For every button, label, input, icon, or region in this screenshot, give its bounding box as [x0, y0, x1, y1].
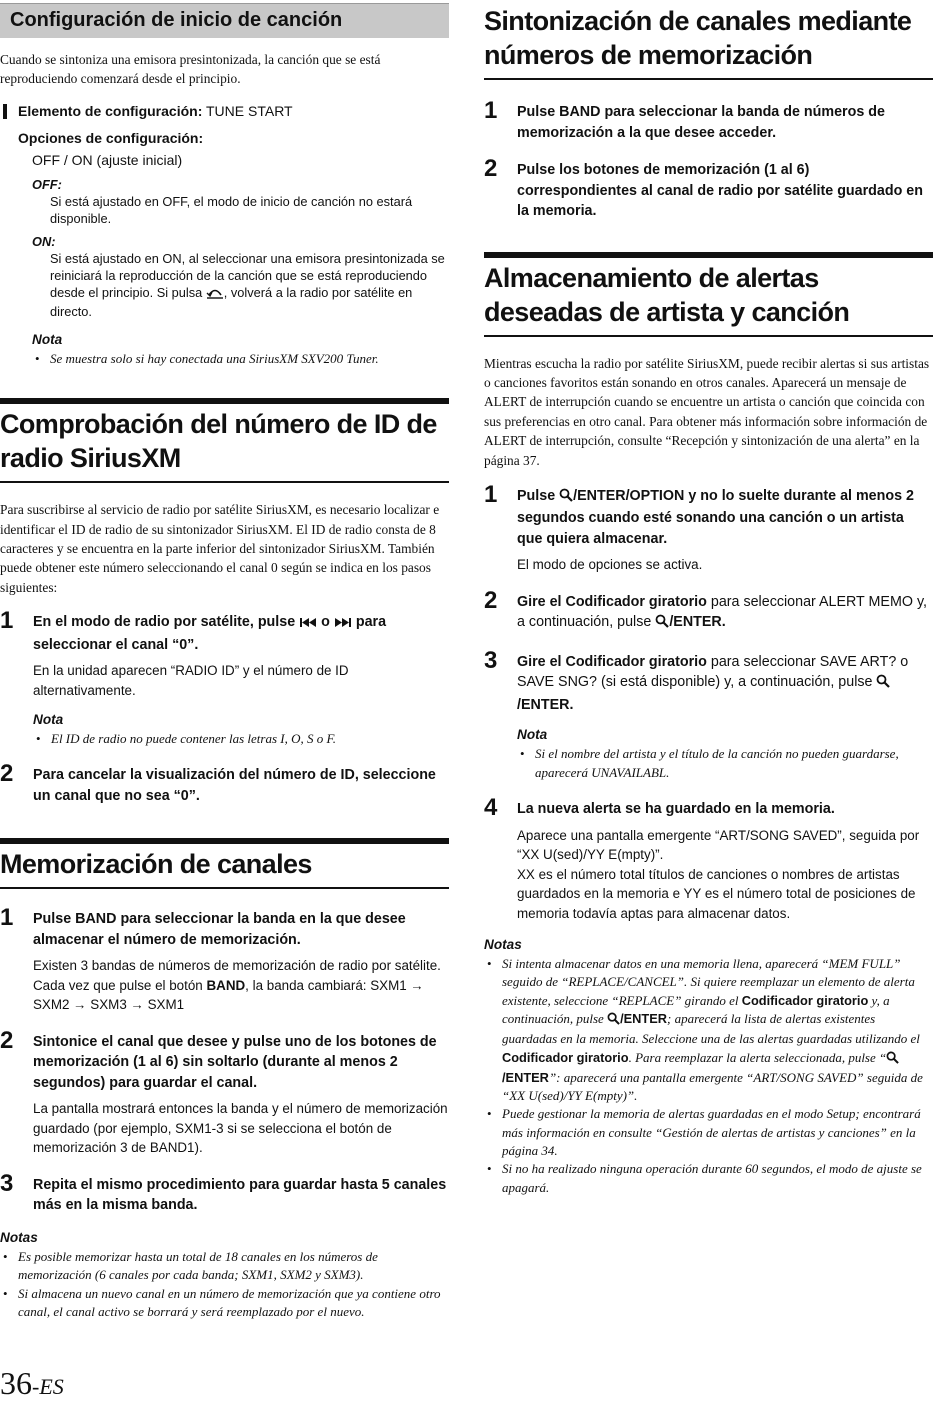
- setting-item-label: Elemento de configuración:: [18, 102, 203, 119]
- alerts-step-1-body: El modo de opciones se activa.: [517, 557, 703, 573]
- alerts-step-3-note-heading: Nota: [517, 727, 548, 743]
- alerts-notes-heading: Notas: [484, 937, 522, 953]
- option-off-label: OFF:: [32, 176, 62, 192]
- section-title-radio-id: Comprobación del número de ID de radio SiriusXM: [0, 398, 449, 483]
- memorize-note: • Si almacena un nuevo canal en un número de memorización que ya contiene otro canal, el canal activo se borrará y será reemplazado por el nuevo.: [0, 1285, 449, 1322]
- rotary-encoder-label: Codificador giratorio: [565, 593, 707, 610]
- alerts-step-2: [484, 586, 933, 635]
- alerts-step-3-pre: Gire el: [517, 653, 562, 670]
- alerts-note-1b: y, a continuación, pulse: [502, 992, 890, 1026]
- option-on-text-b: , volverá a la radio por satélite en directo.: [50, 284, 413, 319]
- memorize-step-2-pre: Sintonice el canal que desee y pulse uno de los: [33, 1033, 357, 1050]
- alerts-note-1c: ; aparecerá la lista de alertas existentes guardadas en la memoria. Seleccione una de las alertas guardadas utilizando el: [502, 1010, 920, 1047]
- preset-buttons-label: botones de memorización (1 al 6): [583, 162, 810, 178]
- section-title-alerts: Almacenamiento de alertas deseadas de artista y canción: [484, 252, 933, 337]
- memorize-step-1-body-2a: Cada vez que pulse el botón: [33, 977, 203, 993]
- memorize-note: • Es posible memorizar hasta un total de 18 canales en los números de memorización (6 canales por cada banda; SXM1, SXM2 y SXM3).: [0, 1248, 449, 1285]
- band-key-label: BAND: [559, 104, 601, 120]
- alerts-note-1a: Si intenta almacenar datos en una memoria llena, aparecerá “MEM FULL” seguido de “REPLACE/CANCEL”. Si quiere reemplazar un elemento de alerta existente, seleccione “REPLACE” girando el: [502, 956, 915, 1008]
- alerts-step-1-post: y no lo suelte durante al menos 2 segundos cuando esté sonando una canción o un artista que quiera almacenar.: [517, 487, 914, 547]
- enter-option-key-label: /ENTER/OPTION: [573, 487, 685, 504]
- enter-key-label: /ENTER: [669, 614, 722, 631]
- search-icon: [886, 1051, 899, 1069]
- alerts-step-4-body-1: Aparece una pantalla emergente “ART/SONG SAVED”, seguida por “XX U(sed)/YY E(mpty)”.: [517, 827, 920, 863]
- option-on-text: [32, 250, 449, 320]
- right-column: [484, 0, 933, 1197]
- page-number-suffix: -ES: [32, 1374, 64, 1399]
- radio-id-step-1-text-b: para seleccionar el canal “0”.: [33, 614, 387, 653]
- memorize-notes-heading: Notas: [0, 1229, 38, 1245]
- radio-id-note-heading: Nota: [33, 712, 64, 728]
- option-on-label: ON:: [32, 233, 56, 249]
- previous-track-icon: [299, 614, 317, 635]
- section-title-song-start: Configuración de inicio de canción: [0, 3, 449, 38]
- band-key-label: BAND: [75, 911, 117, 928]
- alerts-step-3-note: • Si el nombre del artista y el título de la canción no pueden guardarse, aparecerá UNAVAILABL.: [517, 745, 933, 782]
- option-off: [0, 176, 449, 227]
- memorize-step-1: [0, 904, 449, 1015]
- section-title-memorize-channels: Memorización de canales: [0, 838, 449, 889]
- memorize-step-1-post: para seleccionar la banda en la que desee almacenar el número de memorización.: [33, 911, 406, 948]
- memorize-step-2-body: La pantalla mostrará entonces la banda y el número de memorización guardado (por ejemplo, SXM1-3 si se selecciona el botón de memorización 3 de BAND1).: [33, 1101, 448, 1156]
- song-start-note: • Se muestra solo si hay conectada una SiriusXM SXV200 Tuner.: [32, 350, 449, 368]
- presets-step-2-pre: Pulse los: [517, 162, 580, 178]
- search-icon: [876, 674, 890, 695]
- alerts-step-3-mid: para seleccionar SAVE ART? o SAVE SNG? (si está disponible) y, a continuación, pulse: [517, 653, 909, 691]
- step-number: 2: [0, 760, 14, 788]
- radio-id-step-1: [0, 607, 449, 748]
- alerts-step-3: [484, 646, 933, 782]
- memorize-step-3: [0, 1169, 449, 1216]
- radio-id-step-2-text: Para cancelar la visualización del número de ID, seleccione un canal que no sea “0”.: [33, 767, 436, 804]
- memorize-step-1-pre: Pulse: [33, 911, 72, 928]
- enter-key-label: /ENTER: [502, 1069, 549, 1085]
- song-start-note-heading: Nota: [32, 331, 63, 347]
- memorize-step-2: [0, 1026, 449, 1158]
- step-number: 1: [484, 480, 498, 508]
- alerts-note: • Puede gestionar la memoria de alertas guardadas en el modo Setup; encontrará más información en consulte “Gestión de alertas de artistas y canciones” en la página 34.: [484, 1105, 933, 1160]
- radio-id-step-1-or: o: [321, 614, 330, 631]
- back-return-icon: [206, 286, 224, 303]
- alerts-intro: Mientras escucha la radio por satélite SiriusXM, puede recibir alertas si sus artistas o canciones favoritos están sonando en otros canales. Aparecerá un mensaje de ALERT de interrupción cuando se encuentre un artista o canción que coincida con sus preferencias en otro canal. Para obtener más información sobre información de ALERT de interrupción, consulte “Recepción y sintonización de una alerta” en la página 37.: [484, 355, 930, 468]
- search-icon: [559, 488, 573, 509]
- page-number-value: 36: [0, 1365, 32, 1401]
- radio-id-step-1-body: En la unidad aparecen “RADIO ID” y el número de ID alternativamente.: [33, 663, 349, 698]
- step-number: 1: [0, 607, 14, 635]
- alerts-note-1d: . Para reemplazar la alerta seleccionada, pulse “: [628, 1049, 887, 1065]
- presets-step-2: [484, 155, 933, 222]
- presets-step-2-post: correspondientes al canal de radio por satélite guardado en la memoria.: [517, 182, 923, 219]
- presets-step-1-post: para seleccionar la banda de números de memorización a la que desee acceder.: [517, 104, 885, 141]
- alerts-notes: [484, 955, 933, 1197]
- step-number: 2: [484, 586, 498, 614]
- radio-id-step-1-text-a: En el modo de radio por satélite, pulse: [33, 614, 296, 631]
- page-number: [0, 1366, 64, 1404]
- alerts-step-2-pre: Gire el: [517, 593, 562, 610]
- step-number: 2: [0, 1026, 14, 1054]
- alerts-step-4-text: La nueva alerta se ha guardado en la memoria.: [517, 801, 835, 818]
- search-icon: [607, 1012, 620, 1030]
- alerts-step-4: [484, 794, 933, 923]
- alerts-step-3-end: .: [569, 696, 574, 713]
- option-off-text: Si está ajustado en OFF, el modo de inicio de canción no estará disponible.: [50, 193, 413, 226]
- left-column: [0, 0, 449, 1321]
- memorize-step-2-post: sin soltarlo (durante al menos 2 segundos) para guardar el canal.: [33, 1054, 398, 1091]
- alerts-step-1: [484, 480, 933, 575]
- enter-key-label: /ENTER: [517, 696, 570, 713]
- band-key-label: BAND: [206, 977, 246, 993]
- memorize-step-1-body-1: Existen 3 bandas de números de memorización de radio por satélite.: [33, 958, 441, 974]
- alerts-step-3-notes: [517, 745, 933, 782]
- option-on-text-a: Si está ajustado en ON, al seleccionar una emisora presintonizada se reiniciará la reproducción de la canción que se está reproduciendo desde el principio. Si pulsa: [50, 250, 445, 300]
- alerts-note: • Si no ha realizado ninguna operación durante 60 segundos, el modo de ajuste se apagará.: [484, 1160, 933, 1197]
- presets-step-1: [484, 97, 933, 143]
- step-number: 1: [0, 904, 14, 932]
- setting-marker: [3, 104, 7, 119]
- rotary-encoder-label: Codificador giratorio: [565, 653, 707, 670]
- setting-item-row: [0, 101, 449, 121]
- radio-id-intro: Para suscribirse al servicio de radio por satélite SiriusXM, es necesario localizar e identificar el ID de radio de su sintonizador SiriusXM. El ID de radio consta de 8 caracteres y se encuentra en la parte inferior del sintonizador SiriusXM. También puede obtener este número seleccionando el canal 0 según se indica en los pasos siguientes:: [0, 502, 440, 595]
- option-on: [0, 233, 449, 320]
- step-number: 1: [484, 97, 498, 124]
- section-title-tune-presets: Sintonización de canales mediante números de memorización: [484, 0, 933, 80]
- search-icon: [655, 614, 669, 635]
- setting-options: [0, 128, 449, 170]
- memorize-notes: [0, 1248, 449, 1321]
- step-number: 4: [484, 794, 498, 822]
- setting-options-value: OFF / ON (ajuste inicial): [32, 151, 183, 168]
- radio-id-step-2: [0, 760, 449, 806]
- step-number: 3: [0, 1169, 14, 1197]
- alerts-step-2-end: .: [721, 614, 726, 631]
- next-track-icon: [334, 614, 352, 635]
- preset-buttons-label: botones de memorización (1 al 6): [33, 1033, 437, 1071]
- radio-id-note: • El ID de radio no puede contener las letras I, O, S o F.: [33, 730, 449, 748]
- enter-key-label: /ENTER: [620, 1010, 668, 1026]
- rotary-encoder-label: Codificador giratorio: [741, 992, 869, 1008]
- radio-id-notes: [33, 730, 449, 748]
- memorize-step-3-text: Repita el mismo procedimiento para guardar hasta 5 canales más en la misma banda.: [33, 1176, 447, 1214]
- song-start-intro: Cuando se sintoniza una emisora presintonizada, la canción que se está reproduciendo comenzará desde el principio.: [0, 52, 381, 87]
- alerts-step-2-mid: para seleccionar ALERT MEMO y, a continuación, pulse: [517, 593, 928, 631]
- alerts-note: [484, 955, 933, 1105]
- step-number: 2: [484, 155, 498, 182]
- alerts-note-1e: ”: aparecerá una pantalla emergente “ART/SONG SAVED” seguida de “XX U(sed)/YY E(mpty)”.: [502, 1069, 923, 1104]
- memorize-step-1-body-2b: , la banda cambiará: SXM1 → SXM2 → SXM3 → SXM1: [33, 977, 424, 1013]
- alerts-step-1-pre: Pulse: [517, 487, 556, 504]
- setting-item-value: TUNE START: [206, 102, 293, 119]
- presets-step-1-pre: Pulse: [517, 104, 556, 120]
- song-start-notes: [0, 350, 449, 368]
- alerts-step-4-body-2: XX es el número total títulos de canciones o nombres de artistas guardados en la memoria e YY es el número total de posiciones de memoria todavía aptas para almacenar datos.: [517, 866, 916, 921]
- setting-options-label: Opciones de configuración:: [18, 129, 204, 146]
- step-number: 3: [484, 646, 498, 674]
- rotary-encoder-label: Codificador giratorio: [502, 1049, 629, 1065]
- memorize-step-1-body-2: [33, 976, 449, 1015]
